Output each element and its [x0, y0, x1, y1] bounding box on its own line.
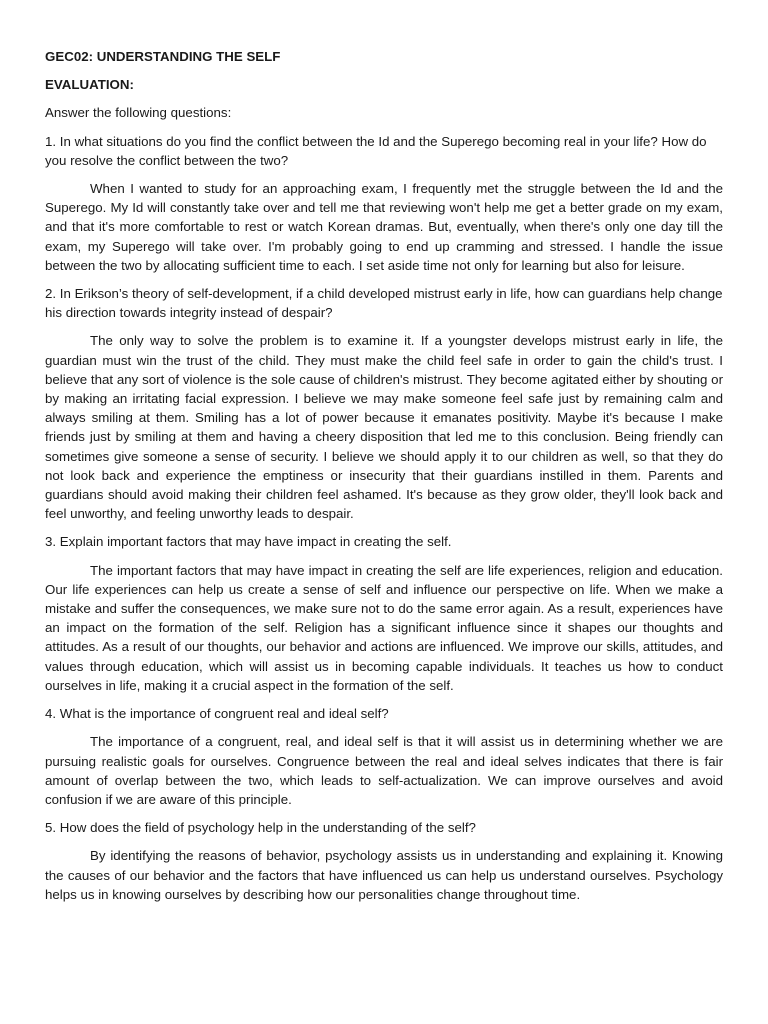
- question-3: 3. Explain important factors that may have impact in creating the self.: [45, 534, 452, 550]
- question-5: 5. How does the field of psychology help in the understanding of the self?: [45, 820, 476, 836]
- document-intro: Answer the following questions:: [45, 105, 232, 121]
- answer-1: When I wanted to study for an approaching exam, I frequently met the struggle between the Id and the Superego. My Id will constantly take over and tell me that reviewing won't help me get a better grade on my exam, and that it's more comfortable to rest or watch Korean dramas. But, eventually, when there's only one day till the exam, my Superego will take over. I'm probably going to end up cramming and stressed. I handle the issue between the two by allocating sufficient time to each. I set aside time not only for learning but also for leisure.: [45, 181, 723, 273]
- answer-2: The only way to solve the problem is to examine it. If a youngster develops mistrust early in life, the guardian must win the trust of the child. They must make the child feel safe in order to gain the child's trust. I believe that any sort of violence is the sole cause of children's mistrust. They become agitated either by shouting or by making an irritating facial expression. I believe we may make someone feel safe just by remaining calm and always smiling at them. Smiling has a lot of power because it emanates positivity. Maybe it's because I make friends just by smiling at them and having a cheery disposition that led me to this conclusion. Being friendly can sometimes give someone a sense of security. I believe we should apply it to our children as well, so that they do not look back and experience the emptiness or insecurity that their guardians instilled in them. Parents and guardians should avoid making their children feel ashamed. It's because as they grow older, they'll look back and feel unworthy, and feeling unworthy leads to despair.: [45, 333, 723, 522]
- answer-5: By identifying the reasons of behavior, psychology assists us in understanding and explaining it. Knowing the causes of our behavior and the factors that have influenced us can help us understand ourselves. Psychology helps us in knowing ourselves by describing how our personalities change throughout time.: [45, 848, 723, 902]
- answer-3: The important factors that may have impact in creating the self are life experiences, religion and education. Our life experiences can help us create a sense of self and influence our perspective on life. When we make a mistake and suffer the consequences, we make sure not to do the same error again. As a result, experiences have an impact on the formation of the self. Religion has a significant influence since it shapes our thoughts and attitudes. As a result of our thoughts, our behavior and actions are influenced. We improve our skills, attitudes, and values through education, which will assist us in becoming capable individuals. It teaches us how to conduct ourselves in life, making it a crucial aspect in the formation of the self.: [45, 562, 723, 693]
- question-4: 4. What is the importance of congruent real and ideal self?: [45, 706, 389, 722]
- question-2: 2. In Erikson’s theory of self-development, if a child developed mistrust early in life, how can guardians help change his direction towards integrity instead of despair?: [45, 286, 723, 321]
- question-1: 1. In what situations do you find the conflict between the Id and the Superego becoming real in your life? How do you resolve the conflict between the two?: [45, 133, 707, 168]
- answer-4: The importance of a congruent, real, and ideal self is that it will assist us in determining whether we are pursuing realistic goals for ourselves. Congruence between the real and ideal selves indicates that there is fair amount of overlap between the two, which leads to self-actualization. We can improve ourselves and avoid confusion if we are aware of this principle.: [45, 734, 723, 807]
- document-title: GEC02: UNDERSTANDING THE SELF: [45, 49, 281, 64]
- document-page: [45, 47, 723, 913]
- document-subtitle: EVALUATION:: [45, 77, 134, 93]
